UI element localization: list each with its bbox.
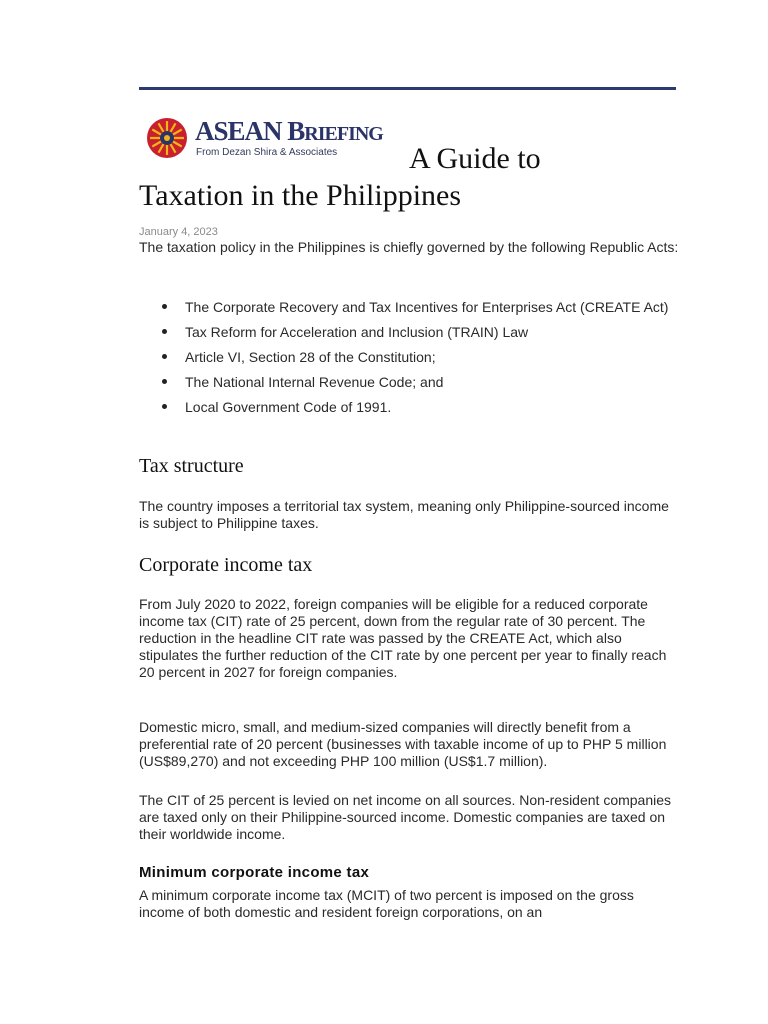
page-title — [139, 140, 699, 214]
list-item: Tax Reform for Acceleration and Inclusion (TRAIN) Law — [160, 322, 680, 342]
list-item: The Corporate Recovery and Tax Incentives for Enterprises Act (CREATE Act) — [160, 297, 680, 317]
publish-date: January 4, 2023 — [139, 226, 218, 238]
minimum-cit-heading: Minimum corporate income tax — [139, 864, 370, 881]
list-item: The National Internal Revenue Code; and — [160, 372, 680, 392]
cit-paragraph-2: Domestic micro, small, and medium-sized companies will directly benefit from a preferential rate of 20 percent (businesses with taxable income of up to PHP 5 million (US$89,270) and not exceeding PHP 100 million (US$1.7 million). — [139, 719, 667, 769]
tax-structure-paragraph: The country imposes a territorial tax system, meaning only Philippine-sourced income is subject to Philippine taxes. — [139, 498, 669, 531]
cit-paragraph-3: The CIT of 25 percent is levied on net income on all sources. Non-resident companies are taxed only on their Philippine-sourced income. Domestic companies are taxed on their worldwide income. — [139, 792, 672, 842]
tax-structure-heading: Tax structure — [139, 455, 244, 477]
minimum-cit-paragraph: A minimum corporate income tax (MCIT) of two percent is imposed on the gross income of both domestic and resident foreign corporations, on an — [139, 887, 634, 920]
cit-paragraph-1: From July 2020 to 2022, foreign companies will be eligible for a reduced corporate income tax (CIT) rate of 25 percent, down from the regular rate of 30 percent. The reduction in the headline CIT rate was passed by the CREATE Act, which also stipulates the further reduction of the CIT rate by one percent per year to finally reach 20 percent in 2027 for foreign companies. — [139, 596, 667, 680]
logo-subtitle: From Dezan Shira & Associates — [196, 147, 338, 158]
corporate-income-tax-heading: Corporate income tax — [139, 554, 313, 576]
title-line-2: Taxation in the Philippines — [139, 179, 462, 212]
acts-list — [160, 297, 680, 422]
intro-paragraph: The taxation policy in the Philippines is chiefly governed by the following Republic Acts: — [139, 239, 679, 255]
logo-wordmark: ASEAN BRIEFING — [195, 116, 383, 146]
list-item: Article VI, Section 28 of the Constitution; — [160, 347, 680, 367]
list-item: Local Government Code of 1991. — [160, 397, 680, 417]
title-line-1: A Guide to — [409, 142, 541, 175]
top-rule — [139, 87, 676, 90]
